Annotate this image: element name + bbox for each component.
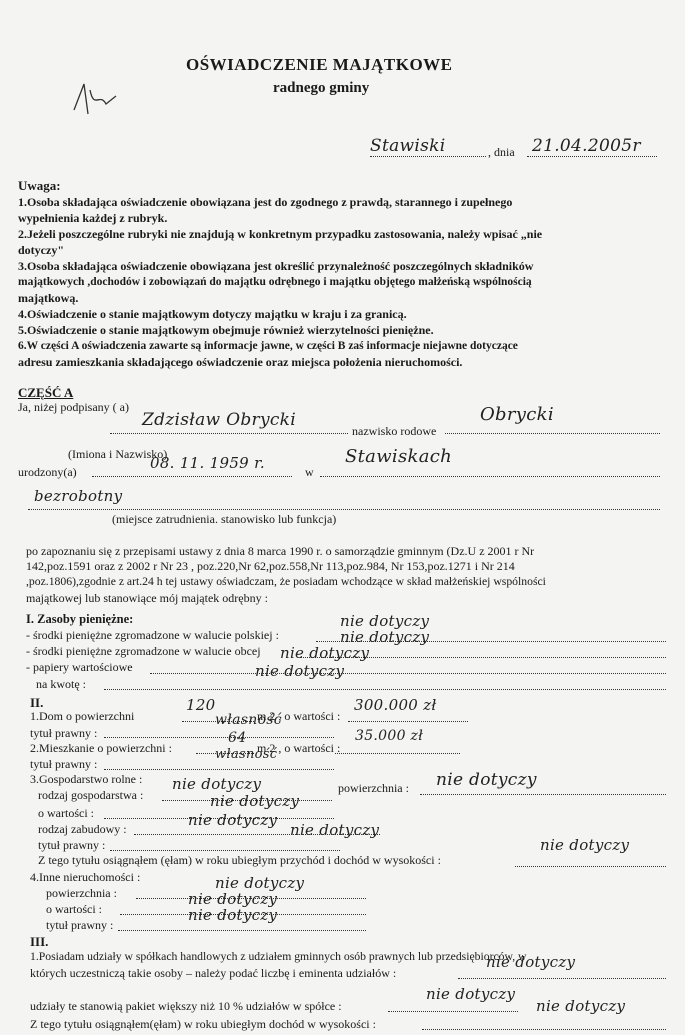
urodzony-label: urodzony(a) xyxy=(18,465,77,479)
family-name-dots xyxy=(445,433,660,434)
name-value: Zdzisław Obrycki xyxy=(142,410,297,430)
amount-label: na kwotę : xyxy=(36,677,86,691)
section3-line2-dots xyxy=(458,978,666,979)
uwaga-line: wypełnienia każdej z rubryk. xyxy=(18,211,168,225)
w-label: w xyxy=(305,465,314,479)
intro-line: ,poz.1806),zgodnie z art.24 h tej ustawy oświadczam, że posiadam wchodzące w skład małżeńskiej wspólności xyxy=(26,575,546,588)
uwaga-line: adresu zamieszkania składającego oświadczenie oraz miejsca położenia nieruchomości. xyxy=(18,355,463,369)
other-title-dots xyxy=(118,930,366,931)
house-area-value: 120 xyxy=(186,696,216,714)
farm-value-value: nie dotyczy xyxy=(210,792,300,810)
farm-area-dots xyxy=(420,794,666,795)
intro-line: po zapoznaniu się z przepisami ustawy z dnia 8 marca 1990 r. o samorządzie gminnym (Dz.U z 2001 r Nr xyxy=(26,544,535,558)
amount-value: nie dotyczy xyxy=(255,662,345,680)
section3-line4-dots xyxy=(422,1029,666,1030)
document-title: OŚWIADCZENIE MAJĄTKOWE xyxy=(186,55,453,74)
flat-value: 35.000 zł xyxy=(355,728,424,744)
section3-line: Z tego tytułu osiągnąłem(ęłam) w roku ubiegłym dochód w wysokości : xyxy=(30,1017,376,1031)
nazwisko-label: nazwisko rodowe xyxy=(352,424,437,438)
flat-title-value: własność xyxy=(215,747,278,762)
ja-label: Ja, niżej podpisany ( a) xyxy=(18,400,129,414)
farm-build-dots xyxy=(134,834,380,835)
flat-unit: m 2 , o wartości : xyxy=(257,741,341,755)
farm-build-value-2: nie dotyczy xyxy=(290,821,380,839)
other-label: 4.Inne nieruchomości : xyxy=(30,870,141,884)
farm-value-label: o wartości : xyxy=(38,806,94,820)
securities-value: nie dotyczy xyxy=(280,644,370,662)
pln-label: - środki pieniężne zgromadzone w walucie polskiej : xyxy=(26,628,279,642)
place-dots xyxy=(370,156,486,157)
other-area-label: powierzchnia : xyxy=(46,886,117,900)
other-value-label: o wartości : xyxy=(46,902,102,916)
section3-heading: III. xyxy=(30,934,49,949)
farm-area-value: nie dotyczy xyxy=(436,770,537,790)
birth-date-value: 08. 11. 1959 r. xyxy=(150,454,265,472)
farm-income-value: nie dotyczy xyxy=(540,836,630,854)
uwaga-line: dotyczy" xyxy=(18,243,64,257)
section3-line4-value: nie dotyczy xyxy=(536,997,626,1015)
securities-label: - papiery wartościowe xyxy=(26,660,133,674)
flat-area-value: 64 xyxy=(228,730,247,746)
farm-title-dots xyxy=(110,850,340,851)
house-title-value: własność xyxy=(215,712,282,728)
employment-label: (miejsce zatrudnienia. stanowisko lub funkcja) xyxy=(112,512,337,526)
farm-type-value: nie dotyczy xyxy=(172,775,262,793)
flat-label: 2.Mieszkanie o powierzchni : xyxy=(30,741,172,755)
signature-scribble xyxy=(70,80,150,120)
employment-dots xyxy=(28,509,660,510)
farm-label: 3.Gospodarstwo rolne : xyxy=(30,772,143,786)
pln-value: nie dotyczy xyxy=(340,612,430,630)
other-title-label: tytuł prawny : xyxy=(46,918,114,932)
farm-area-label: powierzchnia : xyxy=(338,781,409,795)
section3-line3-dots xyxy=(388,1011,518,1012)
section3-line: 1.Posiadam udziały w spółkach handlowych z udziałem gminnych osób prawnych lub przedsiębiorców, w xyxy=(30,950,527,963)
section3-line: udziały te stanowią pakiet większy niż 10 % udziałów w spółce : xyxy=(30,999,342,1013)
uwaga-line: 3.Osoba składająca oświadczenie obowiązana jest określić przynależność poszczególnych składników xyxy=(18,259,534,273)
intro-line: majątkowej lub stanowiące mój majątek odrębny : xyxy=(26,591,268,605)
farm-build-value: nie dotyczy xyxy=(188,811,278,829)
section1-heading: I. Zasoby pieniężne: xyxy=(26,612,134,626)
other-value-value: nie dotyczy xyxy=(188,890,278,908)
document-subtitle: radnego gminy xyxy=(273,80,370,96)
date-value: 21.04.2005r xyxy=(532,136,641,156)
flat-title-dots xyxy=(104,769,334,770)
section3-line3-value: nie dotyczy xyxy=(426,985,516,1003)
section3-line: których uczestniczą takie osoby – należy podać liczbę i eminenta udziałów : xyxy=(30,966,397,980)
house-value: 300.000 zł xyxy=(354,696,437,714)
other-area-value: nie dotyczy xyxy=(215,874,305,892)
uwaga-line: 1.Osoba składająca oświadczenie obowiązana jest do zgodnego z prawdą, starannego i zupełnego xyxy=(18,195,513,209)
house-unit: m 2 , o wartości : xyxy=(257,709,341,723)
other-title-value: nie dotyczy xyxy=(188,906,278,924)
uwaga-line: 2.Jeżeli poszczególne rubryki nie znajdują w konkretnym przypadku zastosowania, należy wpisać „nie xyxy=(18,227,543,241)
farm-title-label: tytuł prawny : xyxy=(38,838,106,852)
date-dots xyxy=(527,156,657,157)
uwaga-line: majątkową. xyxy=(18,291,79,305)
fx-label: - środki pieniężne zgromadzone w walucie obcej xyxy=(26,644,261,658)
house-label: 1.Dom o powierzchni xyxy=(30,709,135,723)
czesc-a-heading: CZĘŚĆ A xyxy=(18,385,74,400)
fx-value: nie dotyczy xyxy=(340,628,430,646)
uwaga-line: 4.Oświadczenie o stanie majątkowym dotyczy majątku w kraju i za granicą. xyxy=(18,307,407,321)
birth-date-dots xyxy=(92,476,292,477)
flat-value-dots xyxy=(335,753,460,754)
house-title-dots xyxy=(104,737,334,738)
family-name-value: Obrycki xyxy=(480,404,554,425)
amount-dots xyxy=(104,689,666,690)
imiona-label: (Imiona i Nazwisko) xyxy=(68,447,168,461)
farm-income-dots xyxy=(515,866,666,867)
intro-line: 142,poz.1591 oraz z 2002 r Nr 23 , poz.220,Nr 62,poz.558,Nr 113,poz.984, Nr 153,poz.1271 i Nr 214 xyxy=(26,559,515,573)
uwaga-heading: Uwaga: xyxy=(18,178,61,193)
birth-place-value: Stawiskach xyxy=(345,446,453,467)
farm-build-label: rodzaj zabudowy : xyxy=(38,822,127,836)
name-dots xyxy=(110,433,348,434)
flat-title-label: tytuł prawny : xyxy=(30,757,98,771)
employment-value: bezrobotny xyxy=(34,487,123,505)
section2-heading: II. xyxy=(30,695,44,710)
birth-place-dots xyxy=(320,476,660,477)
uwaga-line: majątkowych ,dochodów i zobowiązań do majątku odrębnego i majątku objętego małżeńską wspólnością xyxy=(18,276,532,288)
farm-income-label: Z tego tytułu osiągnąłem (ęłam) w roku ubiegłym przychód i dochód w wysokości : xyxy=(38,853,441,867)
farm-type-label: rodzaj gospodarstwa : xyxy=(38,788,144,802)
securities-dots xyxy=(150,673,666,674)
place-value: Stawiski xyxy=(370,136,446,156)
house-title-label: tytuł prawny : xyxy=(30,726,98,740)
house-value-dots xyxy=(348,721,468,722)
dnia-label: , dnia xyxy=(488,145,515,159)
uwaga-line: 5.Oświadczenie o stanie majątkowym obejmuje również wierzytelności pieniężne. xyxy=(18,323,434,337)
uwaga-line: 6.W części A oświadczenia zawarte są informacje jawne, w części B zaś informacje niejawne dotyczące xyxy=(18,340,518,352)
section3-line2-value: nie dotyczy xyxy=(486,953,576,971)
